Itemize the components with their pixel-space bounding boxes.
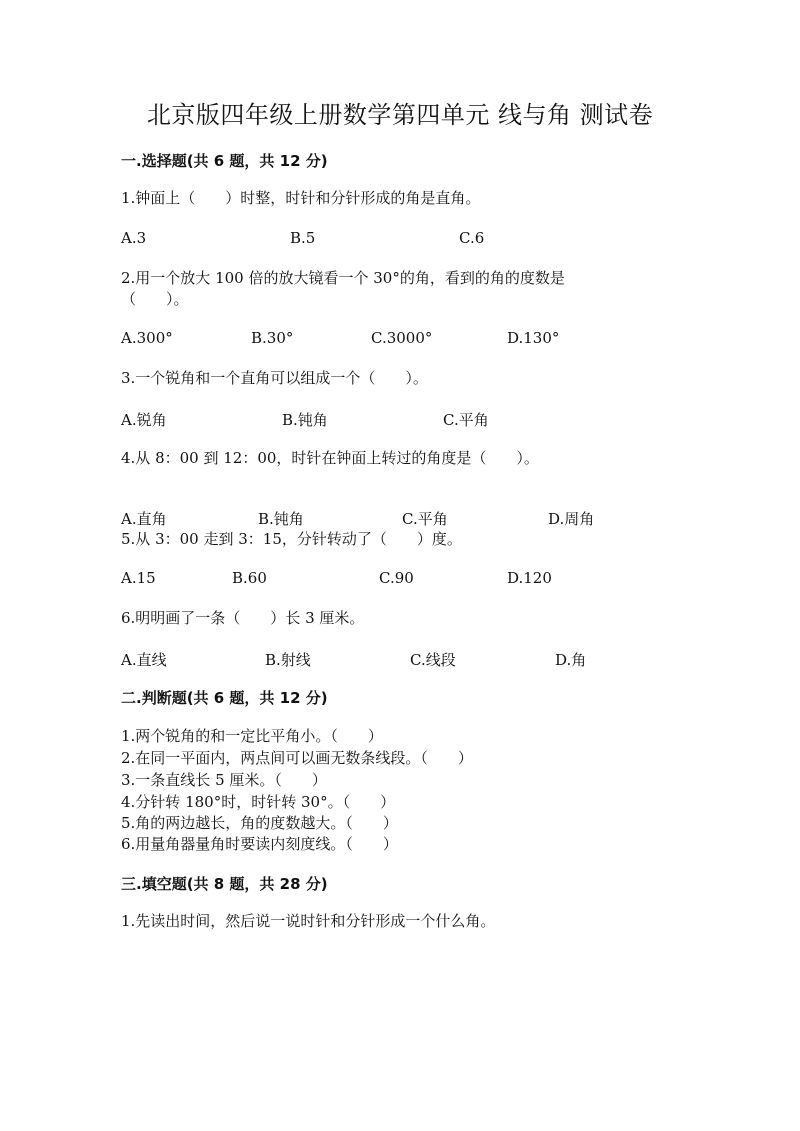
section-heading-choice: 一.选择题(共 6 题，共 12 分) <box>121 152 328 170</box>
question-2-option-a: A.300° <box>121 329 173 347</box>
question-5-option-c: C.90 <box>379 569 414 587</box>
question-6-option-a: A.直线 <box>121 651 167 669</box>
judge-item-1: 1.两个锐角的和一定比平角小。（ ） <box>121 727 383 745</box>
question-6-stem: 6.明明画了一条（ ）长 3 厘米。 <box>121 609 365 627</box>
question-5-option-d: D.120 <box>507 569 552 587</box>
question-3-option-c: C.平角 <box>443 411 489 429</box>
page-title: 北京版四年级上册数学第四单元 线与角 测试卷 <box>146 101 654 129</box>
section-heading-fill: 三.填空题(共 8 题，共 28 分) <box>121 875 328 893</box>
question-2-option-b: B.30° <box>251 329 294 347</box>
question-1-option-a: A.3 <box>121 229 147 247</box>
question-1-option-c: C.6 <box>459 229 485 247</box>
question-3-option-b: B.钝角 <box>282 411 328 429</box>
question-1-stem: 1.钟面上（ ）时整，时针和分针形成的角是直角。 <box>121 189 481 207</box>
question-2-option-d: D.130° <box>507 329 560 347</box>
question-6-option-c: C.线段 <box>410 651 456 669</box>
question-3-stem: 3.一个锐角和一个直角可以组成一个（ ）。 <box>121 369 428 387</box>
section-heading-judge: 二.判断题(共 6 题，共 12 分) <box>121 689 328 707</box>
question-5-stem: 5.从 3：00 走到 3：15，分针转动了（ ）度。 <box>121 530 462 548</box>
judge-item-2: 2.在同一平面内，两点间可以画无数条线段。（ ） <box>121 749 473 767</box>
question-2-stem-line1: 2.用一个放大 100 倍的放大镜看一个 30°的角，看到的角的度数是 <box>121 269 565 287</box>
question-1-option-b: B.5 <box>290 229 316 247</box>
question-2-option-c: C.3000° <box>371 329 433 347</box>
question-5-option-b: B.60 <box>232 569 267 587</box>
judge-item-4: 4.分针转 180°时，时针转 30°。（ ） <box>121 793 396 811</box>
question-4-stem: 4.从 8：00 到 12：00，时针在钟面上转过的角度是（ ）。 <box>121 449 539 467</box>
question-6-option-d: D.角 <box>555 651 587 669</box>
question-3-option-a: A.锐角 <box>121 411 167 429</box>
question-4-option-d: D.周角 <box>548 510 595 528</box>
question-5-option-a: A.15 <box>121 569 156 587</box>
question-6-option-b: B.射线 <box>265 651 311 669</box>
question-4-option-c: C.平角 <box>402 510 448 528</box>
judge-item-6: 6.用量角器量角时要读内刻度线。（ ） <box>121 835 398 853</box>
judge-item-3: 3.一条直线长 5 厘米。（ ） <box>121 771 327 789</box>
question-4-option-a: A.直角 <box>121 510 167 528</box>
judge-item-5: 5.角的两边越长，角的度数越大。（ ） <box>121 814 398 832</box>
question-2-stem-line2: （ ）。 <box>121 290 189 308</box>
question-4-option-b: B.钝角 <box>258 510 304 528</box>
fill-item-1: 1.先读出时间，然后说一说时针和分针形成一个什么角。 <box>121 912 496 930</box>
